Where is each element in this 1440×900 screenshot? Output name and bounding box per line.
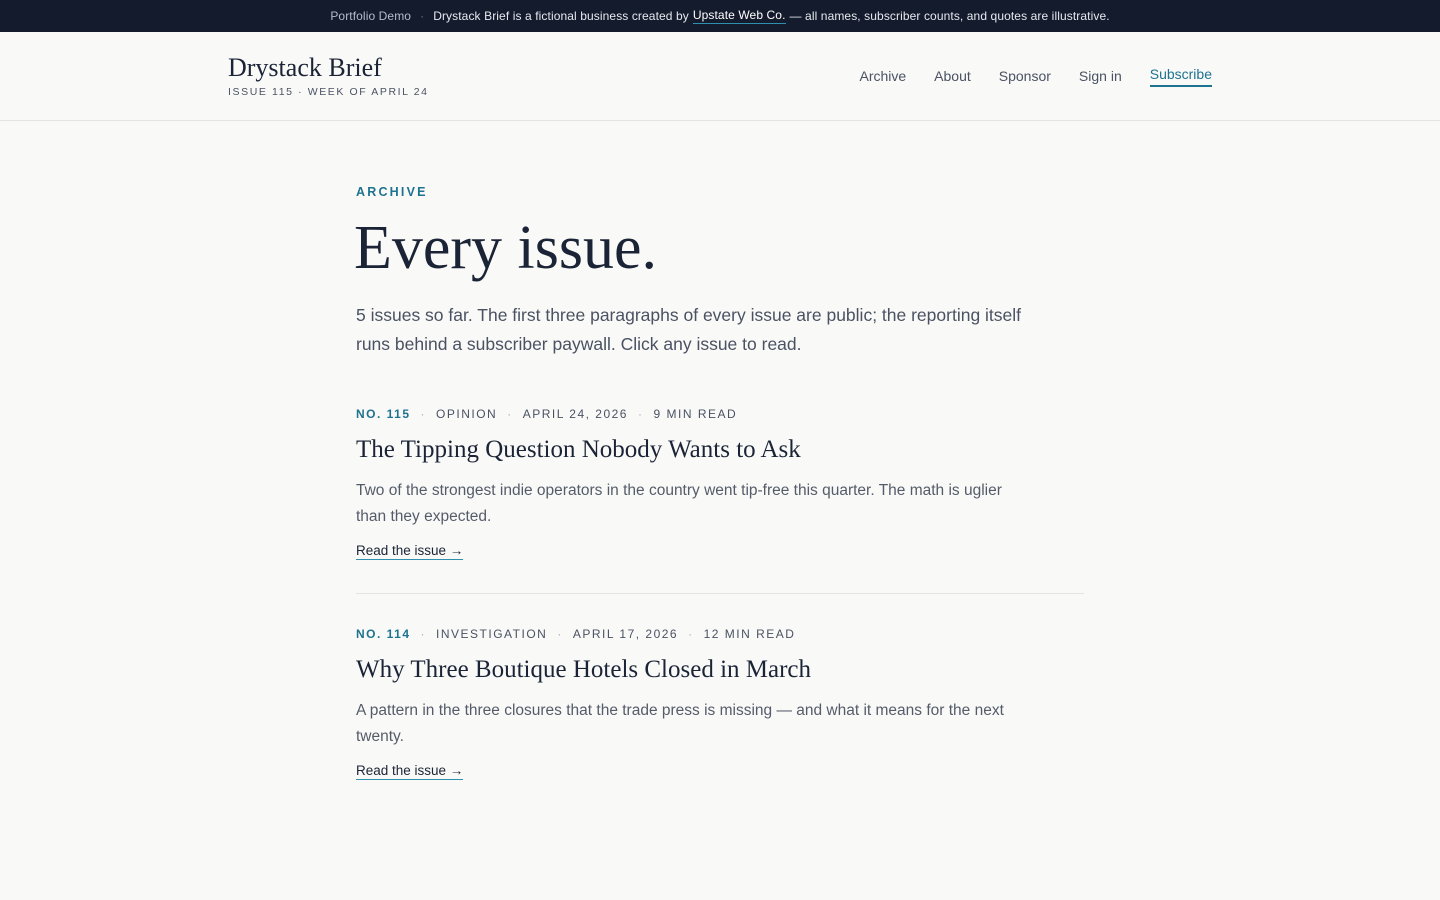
issue-card [356,406,1084,593]
nav-sign-in[interactable]: Sign in [1078,68,1122,84]
issue-read-time: 9 MIN READ [653,407,738,421]
brand-name[interactable]: Drystack Brief [228,53,382,82]
issue-date: APRIL 17, 2026 [572,627,679,641]
meta-dot: · [688,627,694,641]
issue-title[interactable]: The Tipping Question Nobody Wants to Ask [356,436,801,463]
issue-read-time: 12 MIN READ [703,627,796,641]
demo-banner [0,0,1440,32]
main-nav [859,66,1212,87]
upstate-web-co-link[interactable]: Upstate Web Co. [692,8,786,22]
page-title: Every issue. [354,214,658,282]
demo-text-after: — all names, subscriber counts, and quotes are illustrative. [789,9,1110,23]
site-header [0,32,1440,121]
nav-about[interactable]: About [934,68,971,84]
issue-meta [356,406,1084,422]
section-eyebrow: ARCHIVE [356,185,428,199]
issue-category: INVESTIGATION [436,627,548,641]
read-issue-link[interactable]: Read the issue → [356,763,464,778]
nav-archive[interactable]: Archive [859,68,907,84]
issue-number: NO. 114 [356,627,411,641]
issue-title[interactable]: Why Three Boutique Hotels Closed in March [356,656,812,683]
issue-date: APRIL 24, 2026 [522,407,628,421]
meta-dot: · [420,627,427,641]
issue-number: NO. 115 [356,407,411,421]
issue-summary: A pattern in the three closures that the trade press is missing — and what it means for the next twenty. [356,702,1004,745]
archive-intro: 5 issues so far. The first three paragraphs of every issue are public; the reporting itself runs behind a subscriber paywall. Click any issue to read. [356,305,1022,354]
demo-label: Portfolio Demo [330,9,412,23]
issue-card [356,593,1084,813]
nav-subscribe[interactable]: Subscribe [1150,64,1212,87]
read-issue-link[interactable]: Read the issue → [356,543,464,558]
issue-summary: Two of the strongest indie operators in the country went tip-free this quarter. The math is uglier than they expected. [356,482,1002,525]
issue-list [356,406,1084,813]
demo-separator: · [420,9,425,23]
brand-issue-line: ISSUE 115 · WEEK OF APRIL 24 [228,86,429,98]
issue-category: OPINION [436,407,498,421]
meta-dot: · [507,407,513,421]
meta-dot: · [557,627,563,641]
meta-dot: · [420,407,427,421]
meta-dot: · [637,407,644,421]
issue-meta [356,626,1084,642]
demo-text-before: Drystack Brief is a fictional business created by [433,9,689,23]
brand[interactable] [228,54,429,98]
nav-sponsor[interactable]: Sponsor [998,68,1051,84]
archive-main [356,121,1084,813]
